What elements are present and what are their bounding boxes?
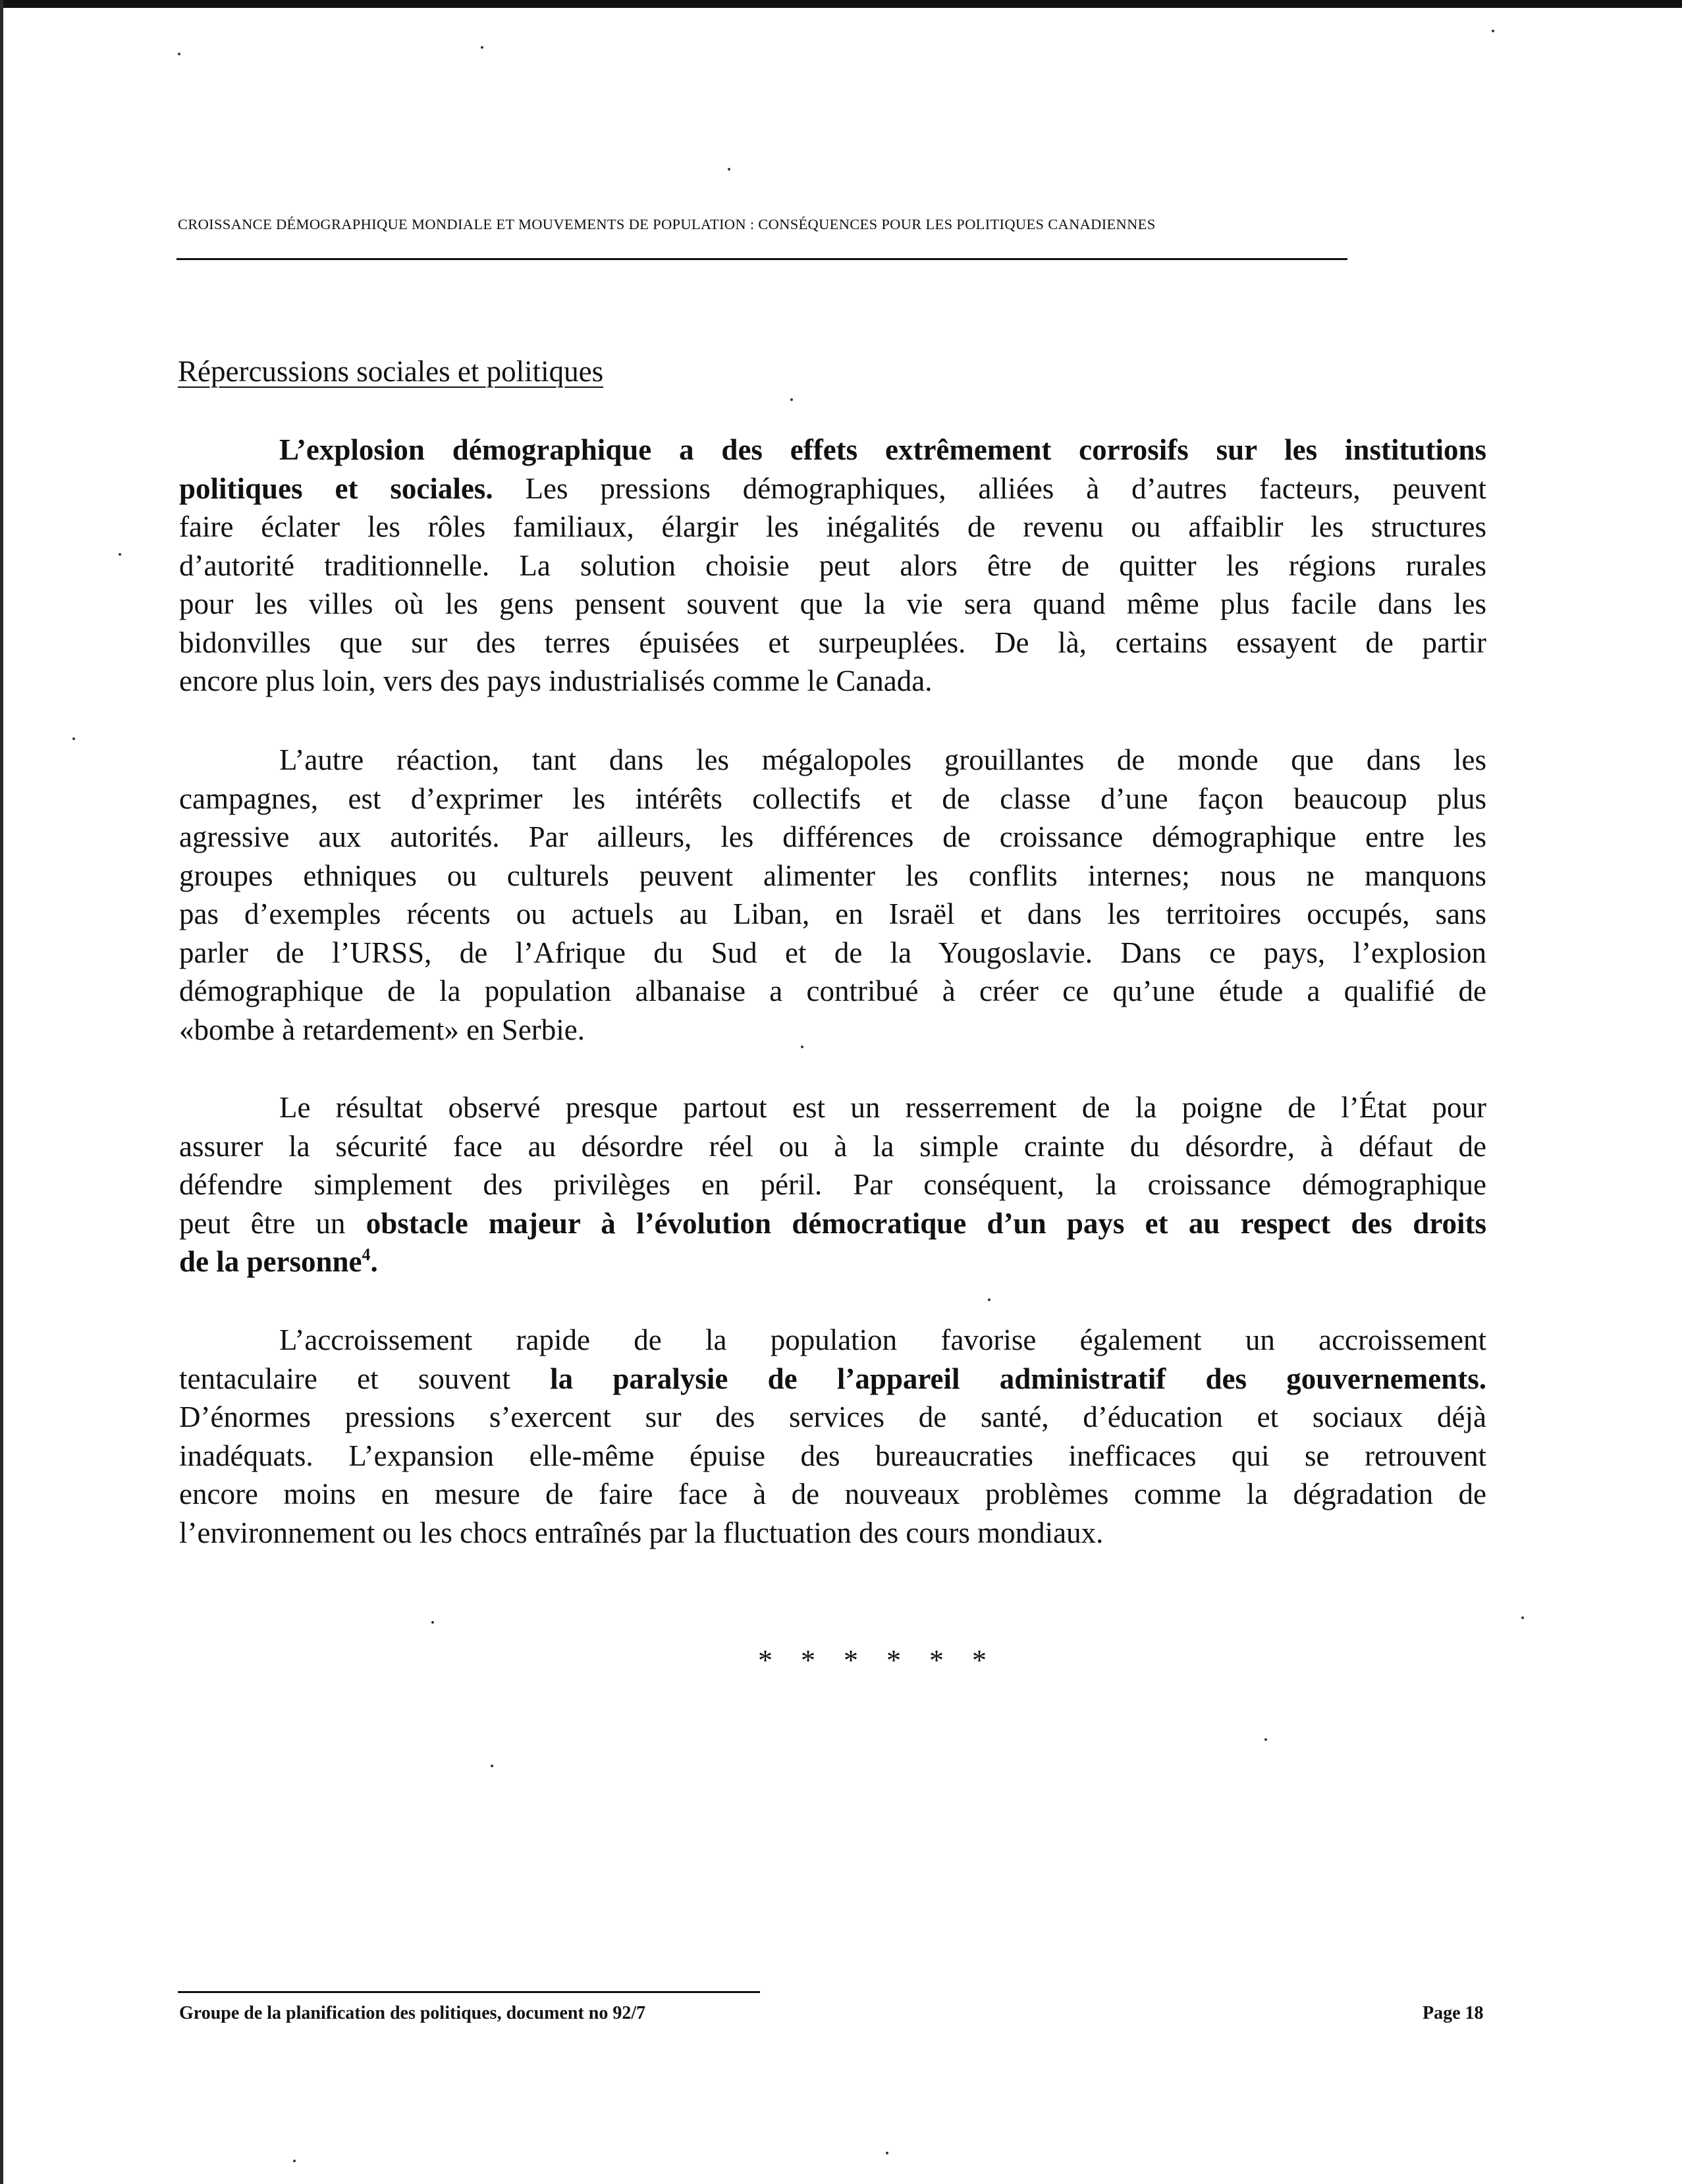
paragraph-line — [179, 972, 1486, 1011]
scan-speck — [481, 46, 483, 49]
paragraph-line — [179, 895, 1486, 934]
text-run: bidonvilles que sur des terres épuisées et surpeuplées. De là, certains essayent de partir — [179, 626, 1486, 659]
emphasis-text: obstacle majeur à l’évolution démocratique d’un pays et au respect des droits — [366, 1206, 1486, 1240]
text-run: pour les villes où les gens pensent souvent que la vie sera quand même plus facile dans les — [179, 587, 1486, 620]
emphasis-text: L’explosion démographique a des effets extrêmement corrosifs sur les institutions — [279, 433, 1486, 466]
paragraph-line — [179, 1011, 1486, 1050]
emphasis-text: politiques et sociales. — [179, 471, 493, 505]
paragraph-3 — [179, 1088, 1486, 1281]
paragraph-line — [179, 1242, 1486, 1281]
scan-speck — [886, 2152, 888, 2154]
paragraph-line — [179, 780, 1486, 818]
text-run: encore moins en mesure de faire face à de nouveaux problèmes comme la dégradation de — [179, 1478, 1486, 1510]
scan-speck — [1264, 1738, 1267, 1741]
paragraph-line — [179, 934, 1486, 972]
paragraph-line — [179, 1514, 1486, 1553]
scan-top-edge — [0, 0, 1682, 8]
paragraph-2 — [179, 741, 1486, 1049]
running-header: CROISSANCE DÉMOGRAPHIQUE MONDIALE ET MOUVEMENTS DE POPULATION : CONSÉQUENCES POUR LES POLITIQUES CANADIENNES — [178, 216, 1156, 232]
text-run: groupes ethniques ou culturels peuvent alimenter les conflits internes; nous ne manquons — [179, 859, 1486, 892]
emphasis-text: . — [370, 1245, 378, 1278]
text-run: assurer la sécurité face au désordre réel ou à la simple crainte du désordre, à défaut de — [179, 1129, 1486, 1163]
text-run: D’énormes pressions s’exercent sur des services de santé, d’éducation et sociaux déjà — [179, 1400, 1486, 1433]
scan-speck — [431, 1621, 434, 1624]
section-divider: * * * * * * — [758, 1644, 997, 1676]
paragraph-line — [179, 1398, 1486, 1437]
text-run: tentaculaire et souvent — [179, 1362, 551, 1395]
paragraph-line — [179, 857, 1486, 895]
section-heading: Répercussions sociales et politiques — [178, 355, 604, 388]
text-run: peut être un — [179, 1206, 366, 1240]
paragraph-line — [179, 585, 1486, 624]
scan-speck — [491, 1765, 493, 1767]
paragraph-line — [179, 818, 1486, 857]
scan-left-edge — [0, 0, 3, 2184]
footnote-marker: 4 — [362, 1245, 371, 1264]
paragraph-line — [179, 431, 1486, 469]
scan-speck — [801, 1046, 803, 1048]
paragraph-line — [179, 662, 1486, 701]
text-run: défendre simplement des privilèges en péril. Par conséquent, la croissance démographique — [179, 1168, 1486, 1201]
scan-speck — [1521, 1616, 1524, 1619]
page-number: Page 18 — [1423, 2003, 1484, 2023]
paragraph-line — [179, 546, 1486, 585]
paragraph-line — [179, 1088, 1486, 1127]
emphasis-text: de la personne — [179, 1245, 362, 1278]
text-run: faire éclater les rôles familiaux, élargir les inégalités de revenu ou affaiblir les structures — [179, 510, 1486, 543]
footer-document-reference: Groupe de la planification des politiques, document no 92/7 — [179, 2003, 646, 2023]
footer-rule — [178, 1991, 760, 1993]
scan-speck — [119, 553, 121, 556]
paragraph-line — [179, 1165, 1486, 1204]
paragraph-line — [179, 1437, 1486, 1476]
text-run: L’accroissement rapide de la population favorise également un accroissement — [279, 1323, 1486, 1356]
paragraph-line — [179, 1321, 1486, 1360]
text-run: l’environnement ou les chocs entraînés par la fluctuation des cours mondiaux. — [179, 1516, 1104, 1549]
header-rule — [176, 258, 1347, 260]
text-run: Les pressions démographiques, alliées à d’autres facteurs, peuvent — [493, 471, 1486, 505]
text-run: parler de l’URSS, de l’Afrique du Sud et de la Yougoslavie. Dans ce pays, l’explosion — [179, 936, 1486, 969]
paragraph-line — [179, 741, 1486, 780]
paragraph-1 — [179, 431, 1486, 701]
scan-speck — [293, 2160, 296, 2162]
text-run: inadéquats. L’expansion elle-même épuise des bureaucraties inefficaces qui se retrouvent — [179, 1439, 1486, 1472]
paragraph-line — [179, 1360, 1486, 1398]
text-run: campagnes, est d’exprimer les intérêts collectifs et de classe d’une façon beaucoup plus — [179, 782, 1486, 815]
scan-speck — [988, 1298, 990, 1301]
text-run: pas d’exemples récents ou actuels au Liban, en Israël et dans les territoires occupés, sans — [179, 897, 1486, 930]
text-run: L’autre réaction, tant dans les mégalopoles grouillantes de monde que dans les — [279, 743, 1486, 776]
paragraph-line — [179, 1204, 1486, 1243]
scan-speck — [790, 398, 793, 401]
scan-speck — [728, 168, 730, 171]
paragraph-line — [179, 1475, 1486, 1514]
paragraph-line — [179, 469, 1486, 508]
paragraph-4 — [179, 1321, 1486, 1552]
scan-speck — [72, 737, 75, 740]
text-run: d’autorité traditionnelle. La solution choisie peut alors être de quitter les régions rurales — [179, 548, 1486, 582]
text-run: Le résultat observé presque partout est un resserrement de la poigne de l’État pour — [279, 1091, 1486, 1124]
text-run: démographique de la population albanaise a contribué à créer ce qu’une étude a qualifié de — [179, 974, 1486, 1007]
paragraph-line — [179, 1127, 1486, 1166]
text-run: agressive aux autorités. Par ailleurs, les différences de croissance démographique entre les — [179, 820, 1486, 853]
text-run: «bombe à retardement» en Serbie. — [179, 1013, 585, 1046]
emphasis-text: la paralysie de l’appareil administratif des gouvernements. — [550, 1362, 1486, 1395]
text-run: encore plus loin, vers des pays industrialisés comme le Canada. — [179, 664, 933, 697]
scan-speck — [1492, 30, 1494, 32]
paragraph-line — [179, 624, 1486, 662]
scan-speck — [178, 53, 180, 55]
paragraph-line — [179, 508, 1486, 546]
